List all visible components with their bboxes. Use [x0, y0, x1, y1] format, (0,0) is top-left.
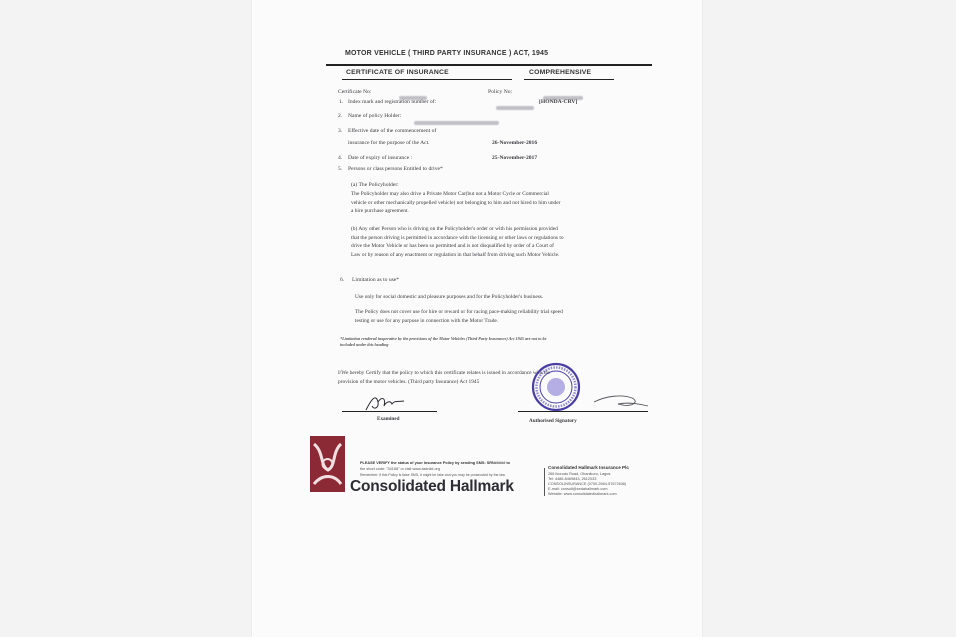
logo-emblem-icon — [310, 436, 345, 492]
company-stamp-icon — [531, 362, 581, 412]
driver-b-text — [351, 225, 647, 259]
act-title: MOTOR VEHICLE ( THIRD PARTY INSURANCE ) ACT, 1945 — [345, 50, 549, 57]
item4-number: 4. — [338, 155, 343, 161]
title-underline-left — [342, 79, 512, 80]
company-tel: Tel: 4486-8469843, 2612033 — [548, 477, 597, 481]
vehicle-model: [HONDA-CRV] — [539, 99, 578, 105]
effective-date: 26-November-2016 — [492, 140, 538, 146]
item2-number: 2. — [338, 113, 343, 119]
company-address: 266 Ikorodu Road, Obanikoro, Lagos. — [548, 472, 612, 476]
item5-label: Persons or class persons Entitled to drive* — [348, 166, 443, 172]
header-rule — [326, 64, 652, 66]
driver-b-line: Law or by reason of any enactment or regulation in that behalf from driving such Motor Vehicle. — [351, 251, 560, 258]
driver-b-line: that the person driving is permitted in accordance with the licensing or other laws or regulations to — [351, 234, 564, 241]
company-website: Website: www.consolidatedhallmark.com — [548, 492, 617, 496]
footer-divider — [544, 468, 545, 496]
item5-number: 5. — [338, 166, 343, 172]
registration-redacted — [496, 99, 534, 117]
company-logo — [310, 436, 345, 492]
driver-a-text — [351, 190, 647, 216]
driver-a-line: vehicle or other mechanically propelled vehicle) not belonging to him and not hired to him under — [351, 199, 561, 206]
limitation-line2 — [355, 308, 651, 325]
driver-a-line: The Policyholder may also drive a Private Motor Car(but not a Motor Cycle or Commercial — [351, 191, 549, 197]
verify-line2: the short code: "34168" or visit www.askniid.org — [360, 467, 440, 471]
policy-no-label: Policy No: — [488, 89, 513, 95]
authorised-line — [518, 411, 648, 412]
driver-b-line: drive the Motor Vehicle or has been so permitted and is not disqualified by order of a Court of — [351, 243, 554, 250]
limitation-title: Limitation as to use* — [352, 277, 400, 283]
company-email: E-mail: consult@cedahallmark.com — [548, 487, 608, 491]
item3-number: 3. — [338, 128, 343, 134]
cover-type: COMPREHENSIVE — [529, 69, 592, 76]
limitation-line1: Use only for social domestic and pleasure purposes and for the Policyholder's business. — [355, 294, 544, 300]
limitation-line: The Policy does not cover use for hire or reward or for racing pace-making reliability trial speed — [355, 309, 563, 315]
expiry-date: 25-November-2017 — [492, 155, 538, 161]
verify-line3: Remember: if this Policy is false SMS, it might be fake and you may be prosecuted by the law. — [360, 473, 506, 477]
item3-label-line2: insurance for the purpose of the Act. — [348, 140, 430, 146]
limitation-note-line1: *Limitation rendered inoperative by the provisions of the Motor Vehicles (Third Party Insurance) Act 1945 are not to be — [340, 336, 547, 341]
item1-label: Index mark and registration number of: — [348, 99, 437, 105]
verify-line1: PLEASE VERIFY the status of your Insurance Policy by sending SMS: SRN##### to — [360, 461, 510, 465]
brand-name: Consolidated Hallmark — [350, 478, 514, 495]
examined-label: Examined — [377, 416, 400, 422]
authorised-signature-icon — [592, 392, 650, 412]
certificate-title: CERTIFICATE OF INSURANCE — [346, 69, 449, 76]
company-claims: CONSOLINSURANCE (0700-2664-57672636) — [548, 482, 627, 486]
title-underline-right — [524, 79, 614, 80]
driver-a-line: a hire purchase agreement. — [351, 208, 409, 215]
item4-label: Date of expiry of insurance : — [348, 155, 413, 161]
examined-line — [342, 411, 437, 412]
certification-line1: I/We hereby Certify that the policy to which this certificate relates is issued in accordance with the — [338, 370, 551, 376]
limitation-line: testing or use for any purpose in connection with the Motor Trade. — [355, 317, 499, 324]
driver-b-line: (b) Any other Person who is driving on the Policyholder's order or with his permission provided — [351, 226, 558, 232]
item1-number: 1. — [339, 99, 344, 105]
item3-label-line1: Effective date of the commencement of — [348, 128, 437, 134]
certificate-no-label: Certificate No: — [338, 89, 372, 95]
item2-label: Name of policy Holder: — [348, 113, 402, 119]
certification-line2: provision of the motor vehicles. (Third party Insurance) Act 1945 — [338, 379, 480, 385]
company-name: Consolidated Hallmark Insurance Plc — [548, 465, 629, 470]
insurance-certificate-page — [252, 0, 702, 637]
limitation-note-line2: included under this heading — [340, 342, 389, 347]
driver-a-title: (a) The Policyholder: — [351, 182, 399, 188]
authorised-label: Authorised Signatory — [529, 418, 577, 424]
item6-number: 6. — [340, 277, 345, 283]
